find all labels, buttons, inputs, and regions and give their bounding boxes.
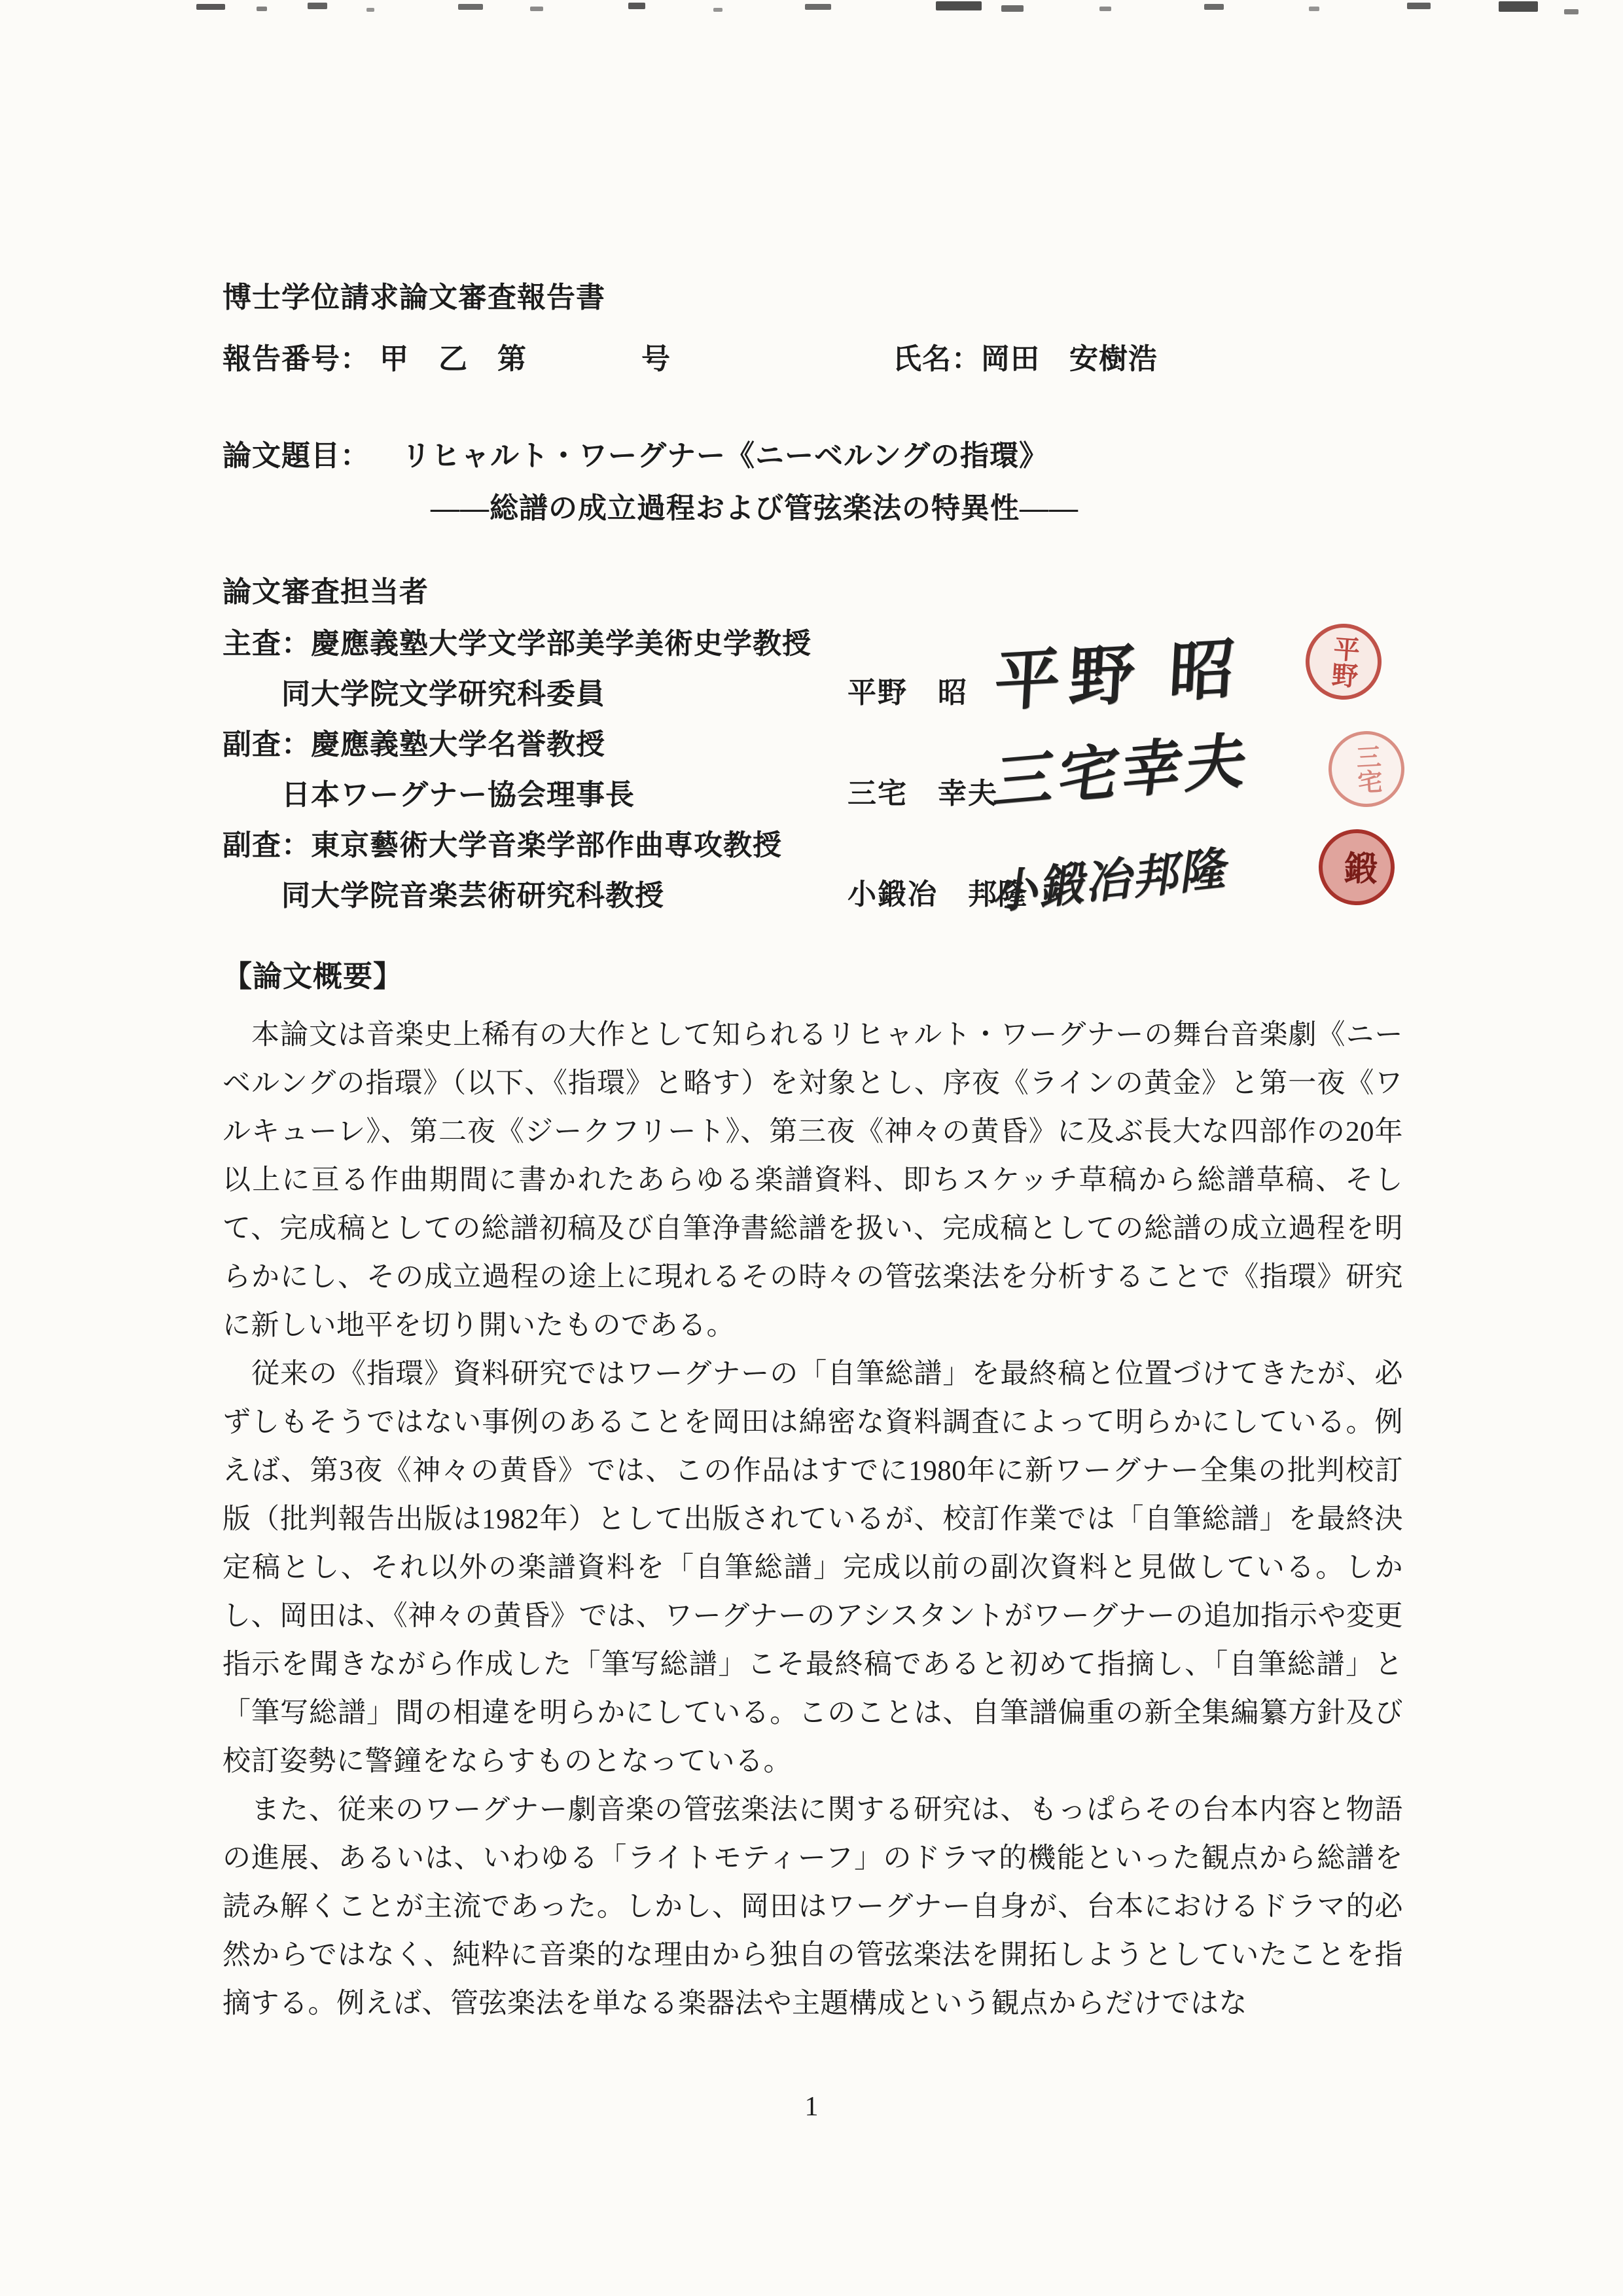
examiner-affiliation1: 慶應義塾大学名誉教授 — [311, 728, 605, 761]
examiner-signature: 小鍛冶邦隆 — [991, 843, 1233, 920]
examiner-affiliation1: 慶應義塾大学文学部美学美術史学教授 — [311, 628, 812, 660]
examiner-name-printed: 小鍛冶 邦隆 — [847, 878, 1028, 910]
summary-body — [223, 1011, 1403, 2028]
report-number-gou: 号 — [641, 343, 671, 375]
examiner-affiliation-line1 — [223, 719, 1505, 770]
examiner-row-deputy-2 — [223, 820, 1505, 931]
examiner-role-label: 主査： — [223, 628, 311, 660]
examiner-affiliation2: 日本ワーグナー協会理事長 — [281, 779, 635, 811]
thesis-title-text: リヒャルト・ワーグナー《ニーベルングの指環》 — [402, 440, 1049, 472]
document-title: 博士学位請求論文審査報告書 — [223, 281, 605, 314]
thesis-title-line — [223, 432, 1407, 474]
summary-heading: 【論文概要】 — [223, 960, 404, 993]
examiner-name-printed: 三宅 幸夫 — [847, 778, 998, 810]
examiner-row-deputy-1 — [223, 719, 1505, 831]
examiner-signature: 三宅幸夫 — [990, 726, 1255, 817]
page-number: 1 — [804, 2092, 819, 2122]
report-number-kou-otsu-dai: 甲 乙 第 — [380, 343, 527, 375]
examiner-affiliation-line1 — [223, 820, 1505, 870]
examiner-role-label: 副査： — [223, 829, 311, 861]
summary-paragraph-1: 本論文は音楽史上稀有の大作として知られるリヒャルト・ワーグナーの舞台音楽劇《ニーベルングの指環》（以下、《指環》と略す）を対象とし、序夜《ラインの黄金》と第一夜《ワルキューレ》、第二夜《ジークフリート》、第三夜《神々の黄昏》に及ぶ長大な四部作の20年以上に亘る作曲期間に書かれたあらゆる楽譜資料、即ちスケッチ草稿から総譜草稿、そして、完成稿としての総譜初稿及び自筆浄書総譜を扱い、完成稿としての総譜の成立過程を明らかにし、その成立過程の途上に現れるその時々の管弦楽法を分析することで《指環》研究に新しい地平を切り開いたものである。 — [223, 1020, 1403, 1341]
examiner-role-label: 副査： — [223, 728, 311, 761]
examiners-heading: 論文審査担当者 — [223, 576, 429, 608]
examiner-seal-stamp: 平野 — [1303, 621, 1384, 702]
report-number-line — [223, 335, 1407, 377]
examiner-name-printed: 平野 昭 — [847, 677, 968, 709]
examiner-seal-stamp: 鍛 — [1317, 828, 1396, 906]
examiner-signature: 平野 昭 — [992, 632, 1246, 719]
examiner-affiliation1: 東京藝術大学音楽学部作曲専攻教授 — [311, 829, 782, 861]
summary-paragraph-2: 従来の《指環》資料研究ではワーグナーの「自筆総譜」を最終稿と位置づけてきたが、必ずしもそうではない事例のあることを岡田は綿密な資料調査によって明らかにしている。例えば、第3夜《神々の黄昏》では、この作品はすでに1980年に新ワーグナー全集の批判校訂版（批判報告出版は1982年）として出版されているが、校訂作業では「自筆総譜」を最終決定稿とし、それ以外の楽譜資料を「自筆総譜」完成以前の副次資料と見做している。しかし、岡田は、《神々の黄昏》では、ワーグナーのアシスタントがワーグナーの追加指示や変更指示を聞きながら作成した「筆写総譜」こそ最終稿であると初めて指摘し、「自筆総譜」と「筆写総譜」間の相違を明らかにしている。このことは、自筆譜偏重の新全集編纂方針及び校訂姿勢に警鐘をならすものとなっている。 — [223, 1359, 1403, 1777]
thesis-title-label: 論文題目： — [223, 440, 370, 472]
report-number-label: 報告番号： — [223, 343, 370, 375]
examiner-row-chief — [223, 619, 1505, 730]
examiner-affiliation2: 同大学院音楽芸術研究科教授 — [281, 880, 664, 912]
author-name: 氏名：岡田 安樹浩 — [893, 343, 1158, 375]
summary-paragraph-3: また、従来のワーグナー劇音楽の管弦楽法に関する研究は、もっぱらその台本内容と物語の進展、あるいは、いわゆる「ライトモティーフ」のドラマ的機能といった観点から総譜を読み解くことが主流であった。しかし、岡田はワーグナー自身が、台本におけるドラマ的必然からではなく、純粋に音楽的な理由から独自の管弦楽法を開拓しようとしていたことを指摘する。例えば、管弦楽法を単なる楽器法や主題構成という観点からだけではな — [223, 1795, 1403, 2019]
examiner-affiliation2: 同大学院文学研究科委員 — [281, 678, 605, 710]
thesis-subtitle-text: ――総譜の成立過程および管弦楽法の特異性―― — [431, 492, 1079, 524]
examiner-seal-stamp: 三宅 — [1327, 729, 1406, 809]
